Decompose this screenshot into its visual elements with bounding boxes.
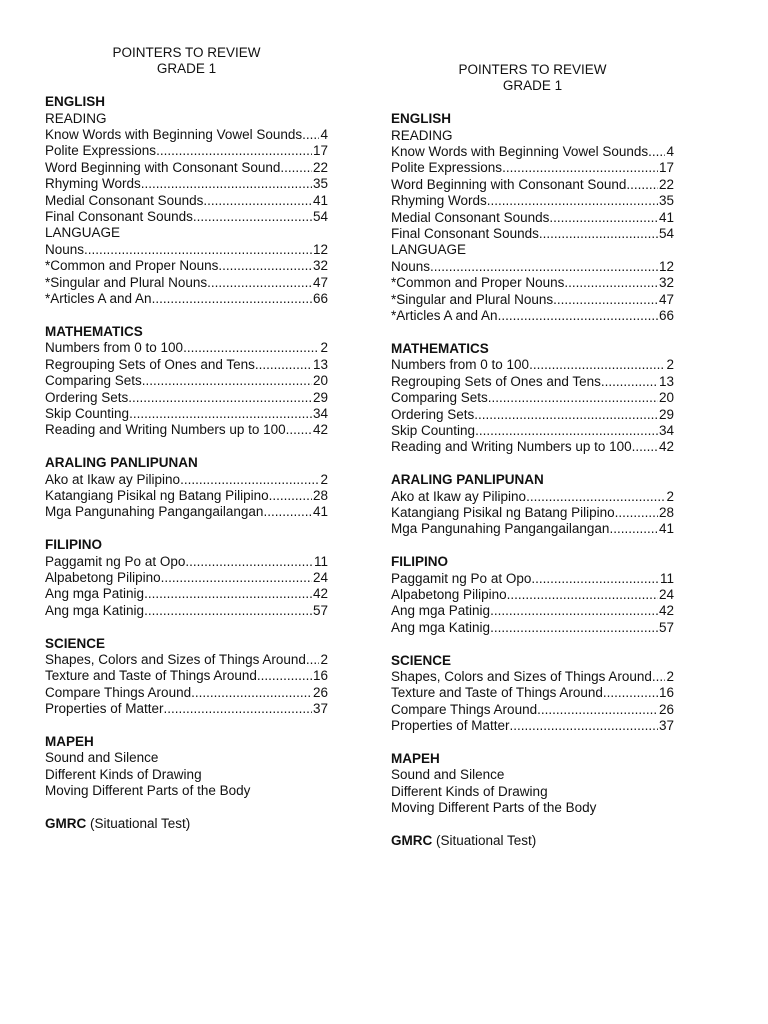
toc-entry xyxy=(45,143,328,159)
dot-leader xyxy=(218,258,312,274)
mapeh-heading: MAPEH xyxy=(45,733,94,749)
toc-entry xyxy=(45,176,328,192)
toc-entry-label: Rhyming Words xyxy=(45,176,141,192)
toc-entry xyxy=(45,406,328,422)
toc-entry-page: 11 xyxy=(313,553,328,569)
toc-entry xyxy=(391,308,674,324)
toc-entry xyxy=(391,620,674,636)
language-subheading: LANGUAGE xyxy=(45,225,121,241)
toc-entry-page: 22 xyxy=(312,159,328,175)
toc-entry-label: Final Consonant Sounds xyxy=(391,226,539,242)
toc-entry-page: 41 xyxy=(658,521,674,537)
toc-entry-label: Comparing Sets xyxy=(45,373,142,389)
toc-entry-page: 42 xyxy=(658,439,674,455)
filipino-list xyxy=(45,554,328,620)
toc-entry-page: 37 xyxy=(658,718,674,734)
toc-entry xyxy=(391,210,674,226)
toc-entry xyxy=(45,422,328,438)
toc-entry-label: Reading and Writing Numbers up to 100 xyxy=(45,422,286,438)
toc-entry-label: Nouns xyxy=(391,258,431,274)
toc-entry-label: Compare Things Around xyxy=(45,684,192,700)
dot-leader xyxy=(531,571,659,587)
araling-panlipunan-heading: ARALING PANLIPUNAN xyxy=(391,472,544,488)
toc-entry-page: 17 xyxy=(658,160,674,176)
toc-entry xyxy=(391,718,674,734)
dot-leader xyxy=(609,521,658,537)
dot-leader xyxy=(615,505,658,521)
toc-entry-page: 4 xyxy=(666,144,674,160)
science-heading: SCIENCE xyxy=(391,652,452,668)
toc-entry xyxy=(391,423,674,439)
english-language-list xyxy=(391,259,674,325)
toc-entry-label: *Common and Proper Nouns xyxy=(391,275,565,291)
toc-entry-page: 26 xyxy=(312,684,328,700)
toc-entry-page: 2 xyxy=(666,357,674,373)
toc-entry-page: 13 xyxy=(658,373,674,389)
grade-title: GRADE 1 xyxy=(502,78,563,94)
toc-entry-label: Final Consonant Sounds xyxy=(45,209,193,225)
toc-entry-page: 66 xyxy=(658,308,674,324)
toc-entry-label: Texture and Taste of Things Around xyxy=(391,685,603,701)
dot-leader xyxy=(141,176,312,192)
toc-entry-label: Reading and Writing Numbers up to 100 xyxy=(391,439,632,455)
gmrc-heading: GMRC xyxy=(391,832,433,848)
toc-entry-label: Medial Consonant Sounds xyxy=(45,192,204,208)
toc-entry-label: Paggamit ng Po at Opo xyxy=(45,553,186,569)
dot-leader xyxy=(193,209,312,225)
reading-subheading: READING xyxy=(391,127,453,143)
toc-entry-page: 35 xyxy=(658,193,674,209)
dot-leader xyxy=(263,504,312,520)
review-column-right xyxy=(391,62,674,849)
toc-entry xyxy=(45,275,328,291)
dot-leader xyxy=(128,390,312,406)
dot-leader xyxy=(601,374,658,390)
toc-entry xyxy=(391,505,674,521)
toc-entry xyxy=(45,193,328,209)
list-item: Different Kinds of Drawing xyxy=(45,766,202,782)
toc-entry xyxy=(391,603,674,619)
list-item: Sound and Silence xyxy=(391,767,505,783)
toc-entry-label: *Singular and Plural Nouns xyxy=(45,274,208,290)
toc-entry xyxy=(391,390,674,406)
toc-entry-label: Paggamit ng Po at Opo xyxy=(391,570,532,586)
toc-entry xyxy=(391,407,674,423)
toc-entry xyxy=(45,390,328,406)
document-title: POINTERS TO REVIEW xyxy=(112,45,261,60)
mathematics-list xyxy=(391,357,674,455)
toc-entry-label: Ordering Sets xyxy=(391,406,475,422)
toc-entry xyxy=(391,357,674,373)
toc-entry xyxy=(45,258,328,274)
toc-entry-page: 41 xyxy=(658,209,674,225)
english-heading: ENGLISH xyxy=(45,94,106,110)
dot-leader xyxy=(286,422,312,438)
toc-entry-page: 16 xyxy=(312,668,328,684)
araling-panlipunan-list xyxy=(45,472,328,521)
toc-entry-page: 54 xyxy=(312,209,328,225)
dot-leader xyxy=(144,586,312,602)
list-item: Different Kinds of Drawing xyxy=(391,783,548,799)
toc-entry xyxy=(45,554,328,570)
toc-entry xyxy=(391,521,674,537)
dot-leader xyxy=(553,292,658,308)
dot-leader xyxy=(203,193,312,209)
dot-leader xyxy=(549,210,658,226)
dot-leader xyxy=(152,291,312,307)
toc-entry-label: Nouns xyxy=(45,241,85,257)
toc-entry xyxy=(45,160,328,176)
toc-entry-label: Polite Expressions xyxy=(45,143,157,159)
dot-leader xyxy=(164,701,312,717)
toc-entry-page: 29 xyxy=(658,406,674,422)
toc-entry xyxy=(391,275,674,291)
toc-entry-label: Compare Things Around xyxy=(391,701,538,717)
toc-entry-label: Medial Consonant Sounds xyxy=(391,209,550,225)
toc-entry xyxy=(45,652,328,668)
toc-entry-label: Mga Pangunahing Pangangailangan xyxy=(45,504,264,520)
toc-entry xyxy=(391,702,674,718)
dot-leader xyxy=(306,652,320,668)
toc-entry xyxy=(391,685,674,701)
dot-leader xyxy=(257,668,312,684)
toc-entry-label: Shapes, Colors and Sizes of Things Around xyxy=(45,651,306,667)
toc-entry-label: Know Words with Beginning Vowel Sounds xyxy=(391,144,649,160)
toc-entry xyxy=(45,472,328,488)
english-heading: ENGLISH xyxy=(391,111,452,127)
toc-entry xyxy=(45,242,328,258)
dot-leader xyxy=(507,587,658,603)
toc-entry xyxy=(391,193,674,209)
toc-entry-page: 24 xyxy=(312,569,328,585)
gmrc-line xyxy=(45,816,328,832)
science-list xyxy=(391,669,674,735)
mapeh-list xyxy=(45,750,328,799)
dot-leader xyxy=(183,340,319,356)
toc-entry-label: Ang mga Patinig xyxy=(391,603,491,619)
toc-entry-page: 41 xyxy=(312,504,328,520)
science-list xyxy=(45,652,328,718)
toc-entry-page: 41 xyxy=(312,192,328,208)
toc-entry-label: Ako at Ikaw ay Pilipino xyxy=(391,488,527,504)
toc-entry-label: Katangiang Pisikal ng Batang Pilipino xyxy=(391,504,615,520)
gmrc-note: (Situational Test) xyxy=(86,815,191,831)
dot-leader xyxy=(510,718,658,734)
dot-leader xyxy=(269,488,312,504)
toc-entry-label: Katangiang Pisikal ng Batang Pilipino xyxy=(45,487,269,503)
toc-entry-page: 17 xyxy=(312,143,328,159)
toc-entry-label: Mga Pangunahing Pangangailangan xyxy=(391,521,610,537)
toc-entry-page: 32 xyxy=(658,275,674,291)
toc-entry-page: 28 xyxy=(312,487,328,503)
review-column-left xyxy=(45,45,328,832)
toc-entry-label: Ang mga Katinig xyxy=(391,619,491,635)
dot-leader xyxy=(490,603,658,619)
toc-entry xyxy=(45,668,328,684)
toc-entry-label: Comparing Sets xyxy=(391,390,488,406)
toc-entry-label: Alpabetong Pilipino xyxy=(391,586,507,602)
toc-entry-page: 29 xyxy=(312,389,328,405)
toc-entry-label: Ordering Sets xyxy=(45,389,129,405)
toc-entry xyxy=(45,373,328,389)
toc-entry-label: Regrouping Sets of Ones and Tens xyxy=(45,356,255,372)
filipino-heading: FILIPINO xyxy=(391,554,448,570)
toc-entry-label: Ang mga Patinig xyxy=(45,586,145,602)
toc-entry-label: *Singular and Plural Nouns xyxy=(391,291,554,307)
toc-entry-page: 11 xyxy=(659,570,674,586)
dot-leader xyxy=(280,160,312,176)
toc-entry xyxy=(45,586,328,602)
dot-leader xyxy=(475,423,658,439)
toc-entry-label: Rhyming Words xyxy=(391,193,487,209)
toc-entry xyxy=(45,685,328,701)
toc-entry xyxy=(45,603,328,619)
toc-entry xyxy=(391,669,674,685)
toc-entry xyxy=(391,292,674,308)
dot-leader xyxy=(129,406,312,422)
gmrc-note: (Situational Test) xyxy=(432,832,537,848)
mathematics-heading: MATHEMATICS xyxy=(45,323,143,339)
toc-entry-page: 2 xyxy=(666,668,674,684)
toc-entry-page: 35 xyxy=(312,176,328,192)
dot-leader xyxy=(632,439,658,455)
dot-leader xyxy=(185,554,313,570)
toc-entry xyxy=(391,226,674,242)
dot-leader xyxy=(142,373,312,389)
mapeh-heading: MAPEH xyxy=(391,750,440,766)
toc-entry-page: 13 xyxy=(312,356,328,372)
araling-panlipunan-list xyxy=(391,489,674,538)
dot-leader xyxy=(161,570,312,586)
dot-leader xyxy=(537,702,658,718)
toc-entry-label: Know Words with Beginning Vowel Sounds xyxy=(45,127,303,143)
gmrc-line xyxy=(391,833,674,849)
toc-entry-label: Ako at Ikaw ay Pilipino xyxy=(45,471,181,487)
dot-leader xyxy=(626,177,658,193)
toc-entry-label: Texture and Taste of Things Around xyxy=(45,668,257,684)
toc-entry xyxy=(45,488,328,504)
toc-entry-page: 42 xyxy=(312,422,328,438)
toc-entry-label: Alpabetong Pilipino xyxy=(45,569,161,585)
toc-entry-label: Skip Counting xyxy=(45,405,130,421)
language-subheading: LANGUAGE xyxy=(391,242,467,258)
toc-entry-page: 57 xyxy=(658,619,674,635)
toc-entry-label: Properties of Matter xyxy=(45,701,164,717)
dot-leader xyxy=(156,143,312,159)
toc-entry-page: 57 xyxy=(312,602,328,618)
english-reading-list xyxy=(391,144,674,242)
mathematics-heading: MATHEMATICS xyxy=(391,340,489,356)
toc-entry xyxy=(45,340,328,356)
dot-leader xyxy=(648,144,665,160)
dot-leader xyxy=(564,275,658,291)
dot-leader xyxy=(302,127,319,143)
toc-entry xyxy=(391,571,674,587)
toc-entry-label: Skip Counting xyxy=(391,422,476,438)
dot-leader xyxy=(207,275,312,291)
dot-leader xyxy=(191,685,312,701)
gmrc-heading: GMRC xyxy=(45,815,87,831)
toc-entry xyxy=(391,587,674,603)
toc-entry xyxy=(45,209,328,225)
document-title: POINTERS TO REVIEW xyxy=(458,62,607,77)
mathematics-list xyxy=(45,340,328,438)
english-language-list xyxy=(45,242,328,308)
toc-entry-label: Numbers from 0 to 100 xyxy=(391,357,530,373)
dot-leader xyxy=(498,308,658,324)
toc-entry-label: Regrouping Sets of Ones and Tens xyxy=(391,373,601,389)
dot-leader xyxy=(502,160,658,176)
dot-leader xyxy=(474,407,658,423)
science-heading: SCIENCE xyxy=(45,635,106,651)
toc-entry-label: Shapes, Colors and Sizes of Things Around xyxy=(391,668,652,684)
reading-subheading: READING xyxy=(45,110,107,126)
toc-entry xyxy=(391,144,674,160)
toc-entry-page: 54 xyxy=(658,226,674,242)
toc-entry xyxy=(45,701,328,717)
dot-leader xyxy=(526,489,665,505)
grade-title: GRADE 1 xyxy=(156,61,217,77)
toc-entry-page: 34 xyxy=(658,422,674,438)
toc-entry-page: 22 xyxy=(658,176,674,192)
toc-entry-page: 26 xyxy=(658,701,674,717)
toc-entry-label: Properties of Matter xyxy=(391,718,510,734)
toc-entry-page: 20 xyxy=(658,390,674,406)
toc-entry-label: *Articles A and An xyxy=(45,291,152,307)
araling-panlipunan-heading: ARALING PANLIPUNAN xyxy=(45,455,198,471)
toc-entry-page: 16 xyxy=(658,685,674,701)
toc-entry-page: 2 xyxy=(666,488,674,504)
mapeh-list xyxy=(391,767,674,816)
dot-leader xyxy=(652,669,666,685)
toc-entry xyxy=(391,439,674,455)
dot-leader xyxy=(255,357,312,373)
toc-entry-page: 37 xyxy=(312,701,328,717)
toc-entry xyxy=(45,357,328,373)
toc-entry xyxy=(45,127,328,143)
dot-leader xyxy=(180,472,319,488)
toc-entry-page: 20 xyxy=(312,373,328,389)
dot-leader xyxy=(603,685,658,701)
toc-entry-page: 34 xyxy=(312,405,328,421)
dot-leader xyxy=(487,193,658,209)
list-item: Sound and Silence xyxy=(45,750,159,766)
list-item: Moving Different Parts of the Body xyxy=(45,783,251,799)
list-item: Moving Different Parts of the Body xyxy=(391,800,597,816)
english-reading-list xyxy=(45,127,328,225)
toc-entry-label: Ang mga Katinig xyxy=(45,602,145,618)
filipino-heading: FILIPINO xyxy=(45,537,102,553)
toc-entry-label: Word Beginning with Consonant Sound xyxy=(45,159,281,175)
toc-entry xyxy=(391,177,674,193)
toc-entry-page: 12 xyxy=(312,241,328,257)
toc-entry-page: 47 xyxy=(658,291,674,307)
dot-leader xyxy=(539,226,658,242)
toc-entry xyxy=(391,259,674,275)
toc-entry-label: *Common and Proper Nouns xyxy=(45,258,219,274)
toc-entry-page: 2 xyxy=(320,651,328,667)
dot-leader xyxy=(488,390,658,406)
toc-entry-page: 2 xyxy=(320,340,328,356)
filipino-list xyxy=(391,571,674,637)
toc-entry-page: 47 xyxy=(312,274,328,290)
toc-entry xyxy=(391,160,674,176)
toc-entry-page: 66 xyxy=(312,291,328,307)
toc-entry xyxy=(45,570,328,586)
dot-leader xyxy=(430,259,658,275)
toc-entry-page: 32 xyxy=(312,258,328,274)
toc-entry-label: Word Beginning with Consonant Sound xyxy=(391,176,627,192)
toc-entry-label: Polite Expressions xyxy=(391,160,503,176)
toc-entry-page: 42 xyxy=(658,603,674,619)
toc-entry-page: 24 xyxy=(658,586,674,602)
toc-entry-label: *Articles A and An xyxy=(391,308,498,324)
dot-leader xyxy=(529,357,665,373)
toc-entry-page: 28 xyxy=(658,504,674,520)
toc-entry-page: 42 xyxy=(312,586,328,602)
dot-leader xyxy=(84,242,312,258)
toc-entry-page: 4 xyxy=(320,127,328,143)
toc-entry-page: 2 xyxy=(320,471,328,487)
toc-entry xyxy=(45,291,328,307)
toc-entry xyxy=(391,374,674,390)
toc-entry xyxy=(391,489,674,505)
toc-entry xyxy=(45,504,328,520)
dot-leader xyxy=(144,603,312,619)
toc-entry-label: Numbers from 0 to 100 xyxy=(45,340,184,356)
dot-leader xyxy=(490,620,658,636)
toc-entry-page: 12 xyxy=(658,258,674,274)
